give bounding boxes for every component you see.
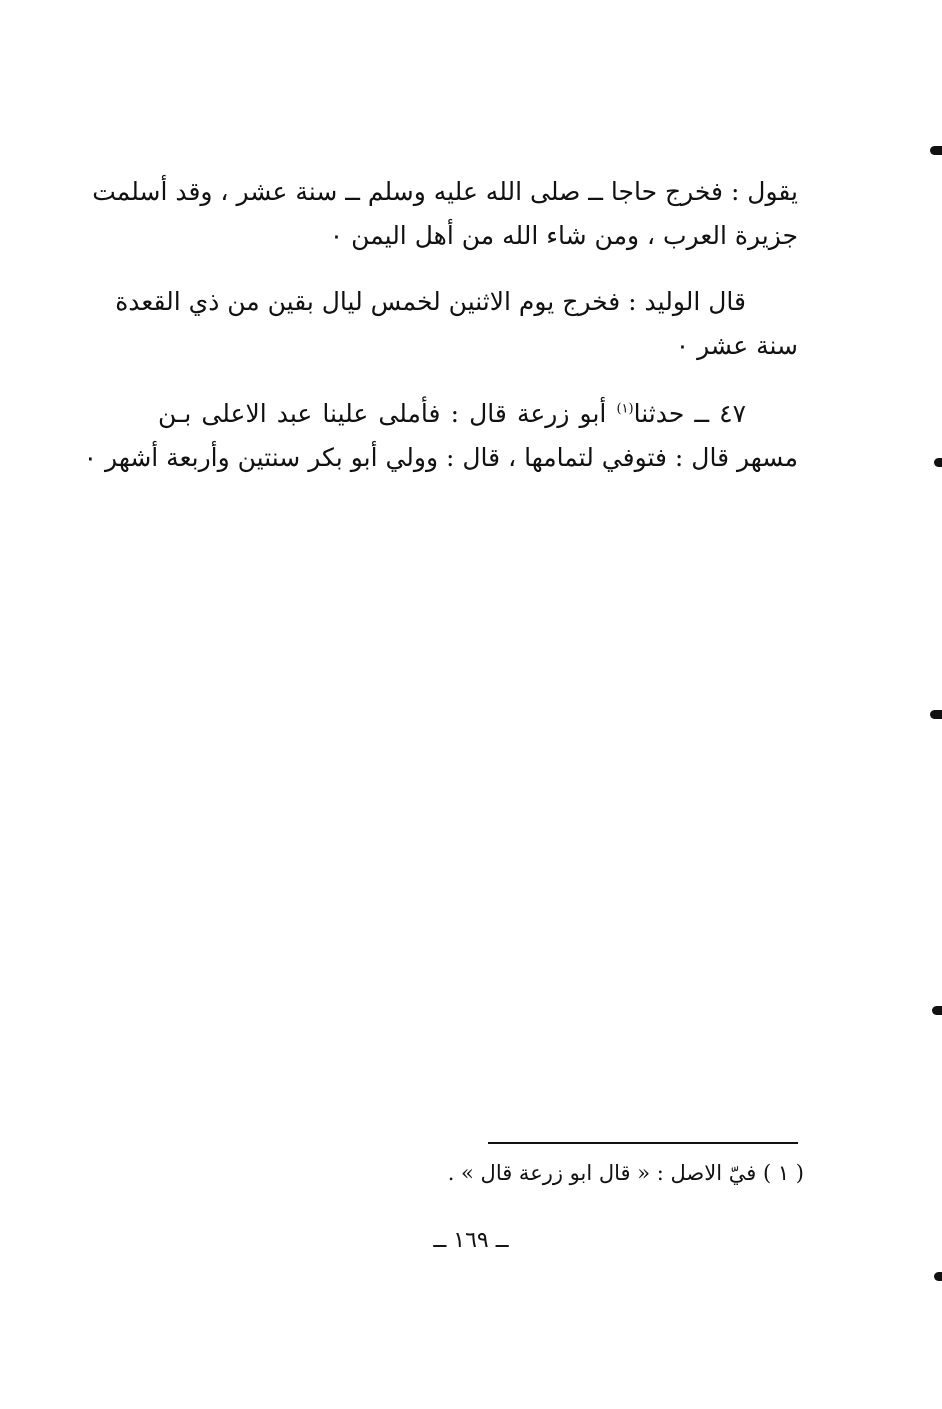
page-number: ــ ١٦٩ ــ	[433, 1228, 509, 1253]
page-edge-mark	[930, 710, 942, 719]
paragraph-3-line-1	[158, 392, 798, 436]
footnote-1: ( ١ ) فيّ الاصل : « قال ابو زرعة قال » .	[447, 1161, 804, 1185]
paragraph-1	[92, 170, 798, 258]
paragraph-2-line-1: قال الوليد : فخرج يوم الاثنين لخمس ليال بقين من ذي القعدة	[115, 287, 746, 316]
paragraph-1-line-1: يقول : فخرج حاجا ــ صلى الله عليه وسلم ــ سنة عشر ، وقد أسلمت	[92, 177, 798, 206]
paragraph-3-line-2: مسهر قال : فتوفي لتمامها ، قال : وولي أبو بكر سنتين وأربعة أشهر ٠	[83, 443, 798, 472]
page-edge-mark	[930, 146, 942, 155]
paragraph-3-line-1-rest: أبو زرعة قال : فأملى علينا عبد الاعلى بـن	[158, 399, 617, 428]
footnote-marker[interactable]: (١)	[616, 401, 634, 417]
footnote-divider	[488, 1142, 798, 1144]
paragraph-2	[115, 280, 798, 368]
paragraph-2-line-2: سنة عشر ٠	[675, 331, 798, 360]
paragraph-1-line-2: جزيرة العرب ، ومن شاء الله من أهل اليمن ٠	[329, 221, 798, 250]
paragraph-3-hadith-47	[83, 392, 798, 480]
page-edge-mark	[932, 1006, 942, 1015]
page-edge-mark	[934, 1272, 942, 1281]
hadith-number-and-verb: ٤٧ ــ حدثنا	[633, 399, 746, 428]
page-edge-mark	[934, 458, 942, 467]
